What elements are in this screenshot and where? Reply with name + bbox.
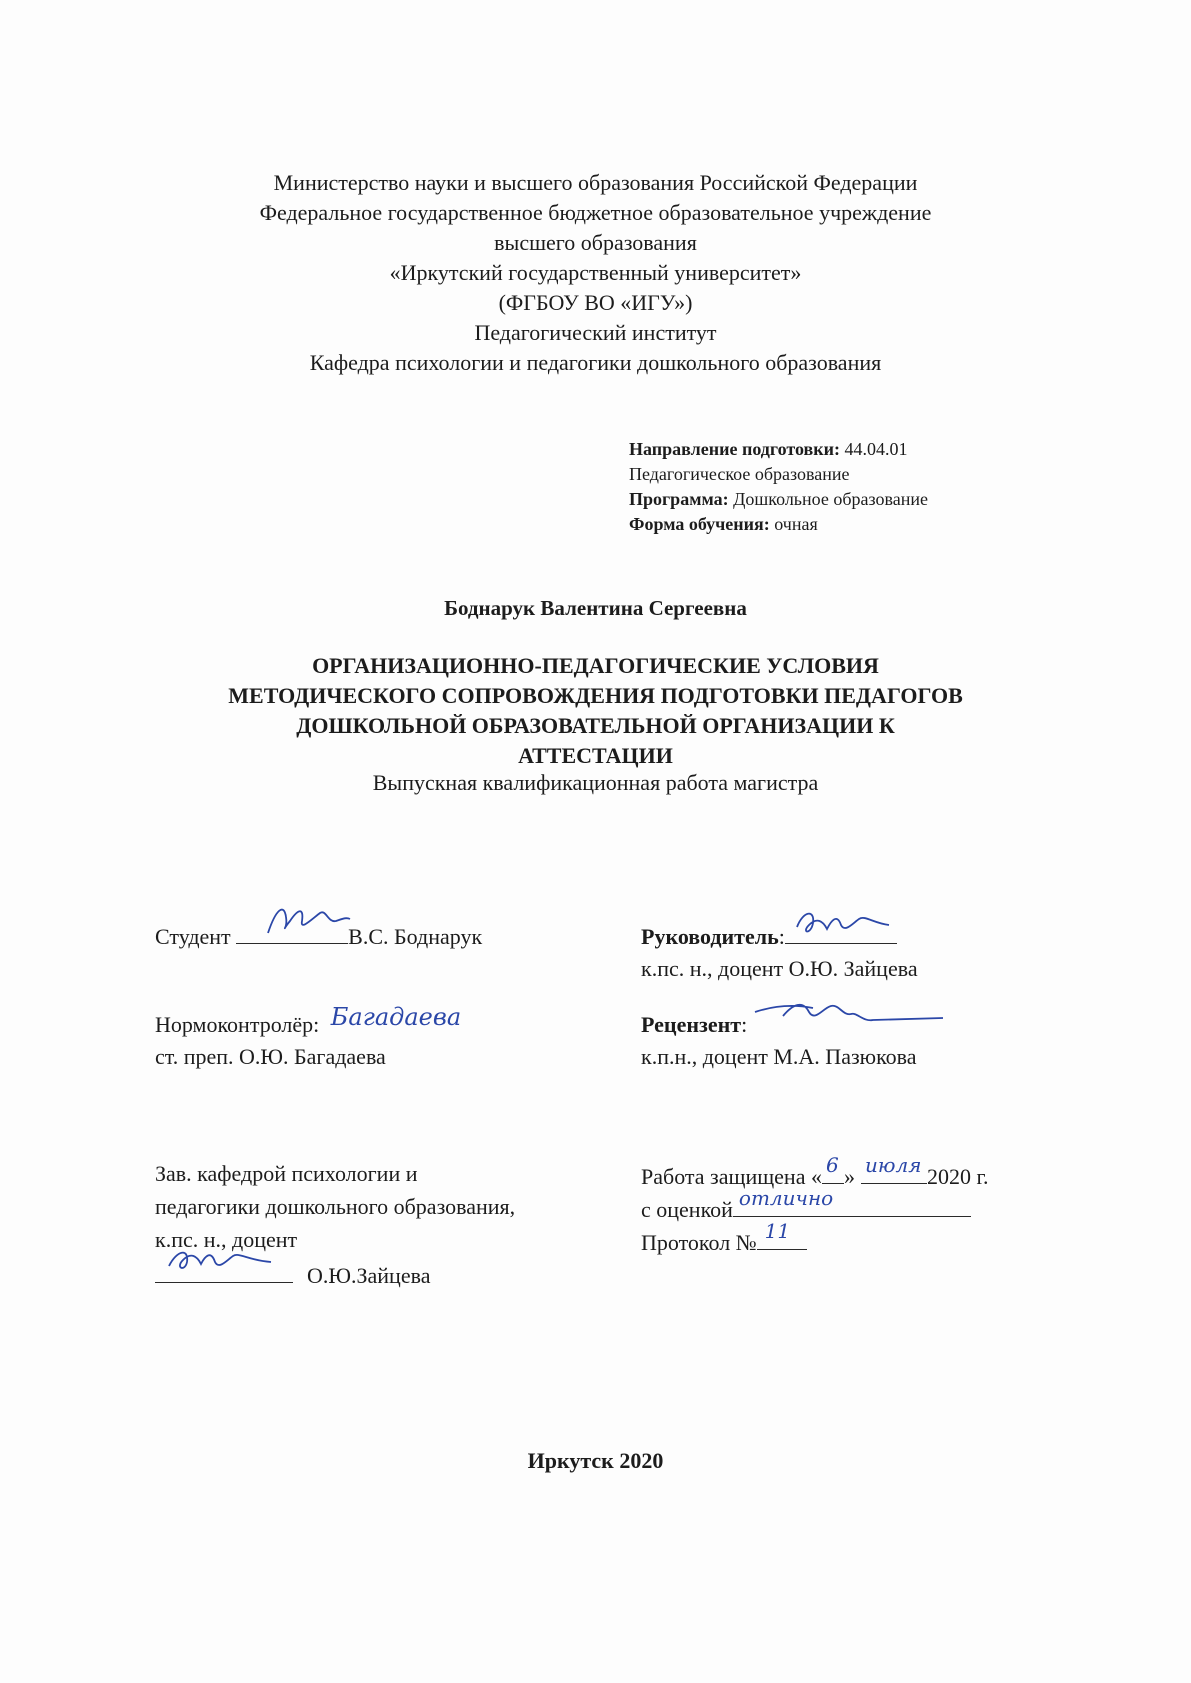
title-line-2: МЕТОДИЧЕСКОГО СОПРОВОЖДЕНИЯ ПОДГОТОВКИ ПЕДАГОГОВ: [228, 683, 963, 708]
direction-code: 44.04.01: [840, 439, 908, 459]
institution-line-2: высшего образования: [494, 230, 697, 255]
normcontrol-signature-row: [155, 1003, 462, 1041]
head-line-2: педагогики дошкольного образования,: [155, 1194, 516, 1219]
normcontrol-title: ст. преп. О.Ю. Багадаева: [155, 1044, 386, 1069]
program-label: Программа:: [629, 489, 729, 509]
protocol-line: [757, 1219, 807, 1250]
ministry-line: Министерство науки и высшего образования Российской Федерации: [273, 170, 918, 195]
head-signature-line: [155, 1256, 293, 1283]
program-row: [629, 487, 928, 512]
head-line-3: к.пс. н., доцент: [155, 1227, 298, 1252]
grade-row: [641, 1186, 971, 1226]
institution-line: Федеральное государственное бюджетное образовательное учреждение: [259, 200, 932, 225]
title-line-1: ОРГАНИЗАЦИОННО-ПЕДАГОГИЧЕСКИЕ УСЛОВИЯ: [312, 653, 879, 678]
defended-day: 6: [825, 1153, 839, 1177]
reviewer-title: к.п.н., доцент М.А. Пазюкова: [641, 1044, 917, 1069]
form-value: очная: [769, 514, 818, 534]
study-info: [629, 437, 928, 537]
work-type: Выпускная квалификационная работа магистра: [372, 770, 819, 795]
student-label: Студент: [155, 924, 231, 949]
normcontrol-label: Нормоконтролёр:: [155, 1012, 320, 1037]
supervisor-colon: :: [778, 924, 785, 949]
supervisor-signature-line: [785, 917, 897, 944]
form-row: [629, 512, 928, 537]
supervisor-label: Руководитель: [641, 924, 779, 949]
student-name: В.С. Боднарук: [348, 924, 483, 949]
thesis-title: [0, 651, 1191, 771]
normcontrol-handwritten-signature: Багадаева: [330, 1003, 462, 1031]
reviewer-signature-mark: [753, 994, 953, 1034]
head-name: О.Ю.Зайцева: [307, 1263, 431, 1288]
supervisor-title: к.пс. н., доцент О.Ю. Зайцева: [641, 956, 918, 981]
defended-day-line: [822, 1153, 844, 1184]
reviewer-colon: :: [741, 1012, 748, 1037]
title-line-4: АТТЕСТАЦИИ: [518, 743, 673, 768]
form-label: Форма обучения:: [629, 514, 770, 534]
grade-line: [733, 1186, 971, 1217]
defended-year: 2020 г.: [926, 1164, 989, 1189]
supervisor-signature-mark: [793, 903, 893, 943]
grade-value: отлично: [738, 1186, 834, 1210]
protocol-label: Протокол №: [641, 1230, 757, 1255]
program-value: Дошкольное образование: [728, 489, 929, 509]
reviewer-signature-row: [641, 1006, 897, 1041]
student-signature-mark: [262, 899, 352, 939]
department-name: Кафедра психологии и педагогики дошкольного образования: [309, 350, 882, 375]
reviewer-signature-line: [747, 1006, 897, 1032]
defended-mid: »: [843, 1164, 855, 1189]
city-year: Иркутск 2020: [527, 1448, 664, 1473]
author-name: Боднарук Валентина Сергеевна: [444, 596, 747, 620]
grade-label: с оценкой: [641, 1197, 733, 1222]
head-signature-row: [155, 1256, 430, 1292]
protocol-value: 11: [764, 1219, 791, 1243]
direction-name: Педагогическое образование: [629, 464, 850, 484]
defended-prefix: Работа защищена «: [641, 1164, 822, 1189]
head-line-1: Зав. кафедрой психологии и: [155, 1161, 418, 1186]
reviewer-label: Рецензент: [641, 1012, 742, 1037]
supervisor-signature-row: [641, 917, 897, 953]
student-signature-line: [236, 917, 348, 944]
head-signature-mark: [165, 1238, 275, 1278]
university-name: «Иркутский государственный университет»: [389, 260, 802, 285]
direction-row: [629, 437, 928, 462]
student-signature-row: [155, 917, 482, 953]
institution-header: [0, 168, 1191, 378]
institute-name: Педагогический институт: [474, 320, 717, 345]
title-line-3: ДОШКОЛЬНОЙ ОБРАЗОВАТЕЛЬНОЙ ОРГАНИЗАЦИИ К: [296, 713, 895, 738]
direction-label: Направление подготовки:: [629, 439, 841, 459]
defended-month: июля: [864, 1153, 922, 1177]
university-abbr: (ФГБОУ ВО «ИГУ»): [498, 290, 693, 315]
defended-month-line: [861, 1153, 927, 1184]
protocol-row: [641, 1219, 807, 1259]
